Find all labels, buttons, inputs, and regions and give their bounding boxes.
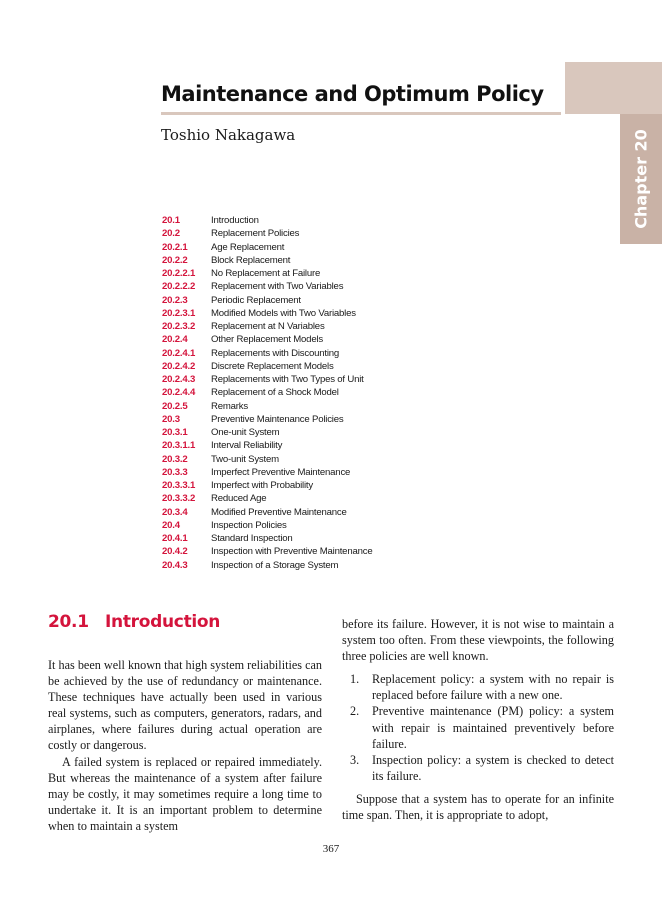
toc-entry[interactable] (162, 360, 492, 373)
toc-entry[interactable] (162, 519, 492, 532)
toc-entry[interactable] (162, 280, 492, 293)
toc-number: 20.2.4.2 (162, 360, 196, 372)
toc-title: Modified Models with Two Variables (211, 307, 356, 319)
toc-number: 20.3.2 (162, 453, 188, 465)
toc-title: Modified Preventive Maintenance (211, 506, 347, 518)
toc-entry[interactable] (162, 373, 492, 386)
list-item-text: Preventive maintenance (PM) policy: a system with repair is maintained preventively before failure. (372, 704, 614, 751)
toc-entry[interactable] (162, 307, 492, 320)
toc-number: 20.2.1 (162, 241, 188, 253)
toc-number: 20.1 (162, 215, 180, 226)
toc-title: Preventive Maintenance Policies (211, 413, 344, 425)
toc-number: 20.2.2 (162, 254, 188, 266)
left-column (48, 657, 322, 834)
list-item-number: 2. (350, 704, 360, 719)
toc-number: 20.3.3 (162, 466, 188, 478)
toc-entry[interactable] (162, 545, 492, 558)
toc-title: Inspection with Preventive Maintenance (211, 546, 373, 558)
toc-title: Interval Reliability (211, 440, 283, 452)
toc-number: 20.2.5 (162, 400, 188, 412)
list-item-number: 1. (350, 672, 360, 687)
toc-title: Replacements with Discounting (211, 347, 340, 359)
section-title: Introduction (105, 612, 221, 632)
toc-title: Periodic Replacement (211, 294, 301, 306)
toc-number: 20.3.3.2 (162, 493, 196, 505)
chapter-tab-label: Chapter 20 (631, 129, 651, 229)
toc-entry[interactable] (162, 492, 492, 505)
toc-number: 20.2.2.1 (162, 268, 196, 279)
toc-entry[interactable] (162, 400, 492, 413)
toc-entry[interactable] (162, 479, 492, 492)
title-rule (161, 112, 561, 115)
toc-entry[interactable] (162, 320, 492, 333)
toc-title: Block Replacement (211, 254, 291, 266)
toc-entry[interactable] (162, 241, 492, 254)
list-item-number: 3. (350, 752, 360, 767)
toc-number: 20.3.4 (162, 506, 188, 518)
section-heading (48, 612, 220, 632)
chapter-tab-decoration (565, 62, 662, 114)
toc-title: Imperfect with Probability (211, 480, 313, 491)
toc-title: Replacements with Two Types of Unit (211, 374, 364, 385)
toc-title: Replacement of a Shock Model (211, 387, 339, 399)
list-item-text: Inspection policy: a system is checked to detect its failure. (372, 752, 614, 783)
table-of-contents (162, 214, 492, 572)
toc-number: 20.2.3.1 (162, 307, 196, 319)
toc-number: 20.3.1.1 (162, 440, 196, 452)
paragraph: before its failure. However, it is not wise to maintain a system too often. From these viewpoints, the following three policies are well known. (342, 617, 614, 664)
toc-entry[interactable] (162, 227, 492, 240)
section-number: 20.1 (48, 612, 89, 632)
toc-number: 20.2 (162, 228, 180, 240)
chapter-author: Toshio Nakagawa (161, 126, 296, 144)
toc-title: Inspection Policies (211, 519, 287, 531)
policy-list (342, 671, 614, 784)
toc-number: 20.2.4.3 (162, 374, 196, 385)
toc-number: 20.2.4.4 (162, 387, 196, 399)
toc-number: 20.3.3.1 (162, 480, 196, 491)
toc-number: 20.4.1 (162, 533, 188, 544)
toc-entry[interactable] (162, 559, 492, 572)
toc-title: Replacement with Two Variables (211, 281, 344, 293)
toc-title: No Replacement at Failure (211, 268, 321, 279)
toc-number: 20.3 (162, 413, 180, 425)
list-item (350, 703, 614, 751)
toc-title: Inspection of a Storage System (211, 559, 339, 571)
toc-title: One-unit System (211, 427, 280, 438)
toc-entry[interactable] (162, 294, 492, 307)
toc-number: 20.4.3 (162, 559, 188, 571)
toc-entry[interactable] (162, 333, 492, 346)
page-number: 367 (322, 843, 340, 855)
toc-number: 20.4 (162, 519, 180, 531)
toc-number: 20.3.1 (162, 427, 188, 438)
toc-title: Age Replacement (211, 241, 285, 253)
toc-entry[interactable] (162, 532, 492, 545)
toc-entry[interactable] (162, 466, 492, 479)
toc-entry[interactable] (162, 254, 492, 267)
toc-entry[interactable] (162, 426, 492, 439)
toc-title: Remarks (211, 400, 248, 412)
toc-number: 20.2.3 (162, 294, 188, 306)
toc-entry[interactable] (162, 214, 492, 227)
toc-entry[interactable] (162, 267, 492, 280)
chapter-tab (620, 114, 662, 244)
toc-title: Two-unit System (211, 453, 279, 465)
paragraph: It has been well known that high system reliabilities can be achieved by the use of redundancy or maintenance. These techniques have actually been used in various real systems, such as computers, generators, radars, and airplanes, where failures during actual operation are costly or dangerous. (48, 658, 322, 753)
toc-entry[interactable] (162, 506, 492, 519)
list-item-text: Replacement policy: a system with no repair is replaced before failure with a new one. (372, 672, 614, 703)
toc-number: 20.2.2.2 (162, 281, 196, 293)
toc-number: 20.4.2 (162, 546, 188, 558)
toc-number: 20.2.4.1 (162, 347, 196, 359)
toc-title: Replacement at N Variables (211, 321, 325, 332)
paragraph: A failed system is replaced or repaired immediately. But whereas the maintenance of a system after failure may be costly, it may sometimes require a long time to undertake it. It is an important problem to determine when to maintain a system (48, 754, 322, 833)
toc-title: Standard Inspection (211, 533, 293, 544)
toc-entry[interactable] (162, 413, 492, 426)
toc-title: Imperfect Preventive Maintenance (211, 466, 351, 478)
list-item (350, 752, 614, 784)
toc-number: 20.2.3.2 (162, 321, 196, 332)
toc-title: Discrete Replacement Models (211, 360, 334, 372)
toc-entry[interactable] (162, 347, 492, 360)
paragraph: Suppose that a system has to operate for an infinite time span. Then, it is appropriate to adopt, (342, 791, 614, 823)
toc-number: 20.2.4 (162, 334, 188, 346)
right-column (342, 616, 614, 823)
toc-entry[interactable] (162, 386, 492, 399)
toc-title: Reduced Age (211, 493, 267, 505)
toc-title: Other Replacement Models (211, 334, 323, 346)
chapter-title: Maintenance and Optimum Policy (161, 82, 544, 106)
toc-title: Introduction (211, 215, 259, 226)
toc-title: Replacement Policies (211, 228, 300, 240)
toc-entry[interactable] (162, 453, 492, 466)
list-item (350, 671, 614, 703)
toc-entry[interactable] (162, 439, 492, 452)
